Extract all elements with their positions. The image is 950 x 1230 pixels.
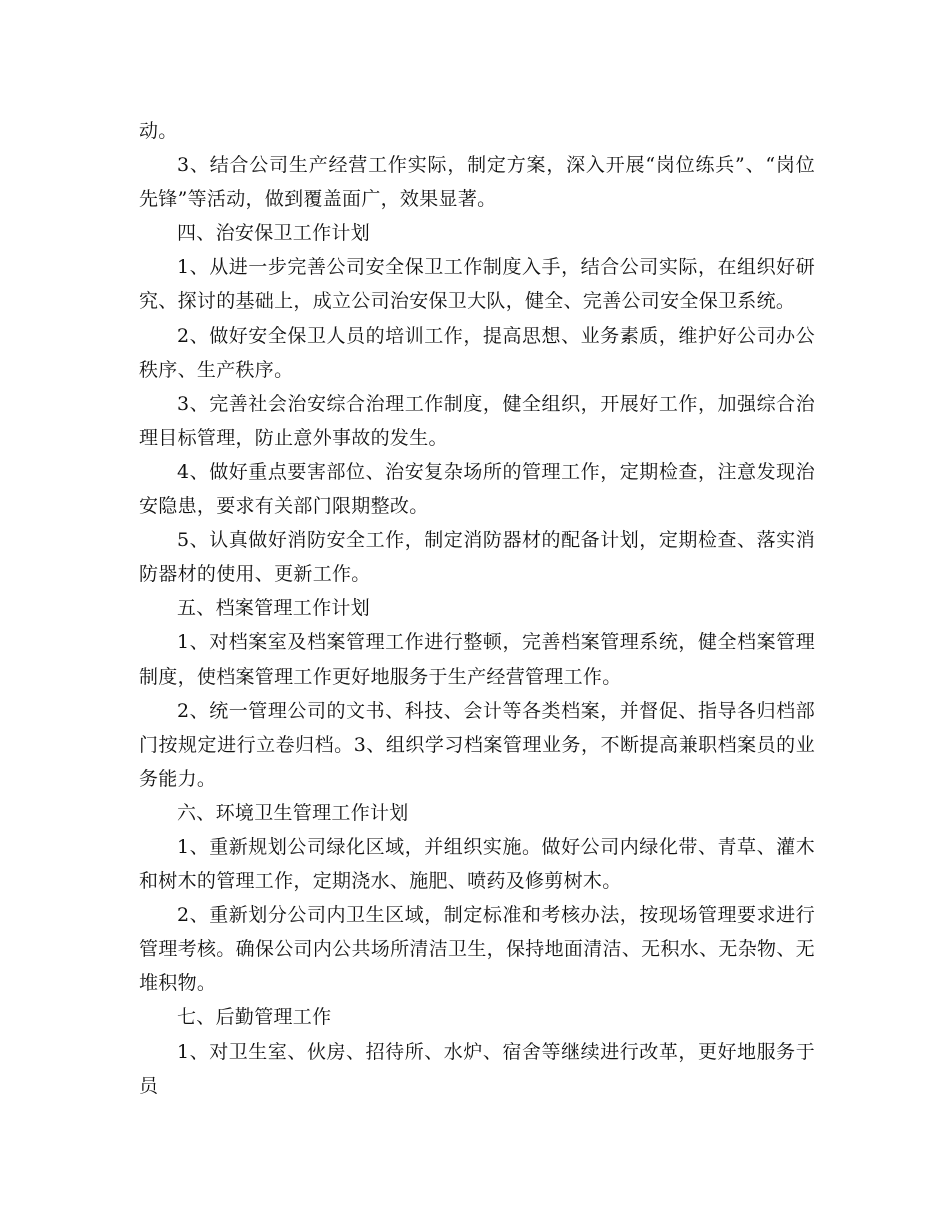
document-body — [139, 114, 815, 1103]
section-heading-security: 四、治安保卫工作计划 — [177, 222, 371, 245]
paragraph: 5、认真做好消防安全工作，制定消防器材的配备计划，定期检查、落实消防器材的使用、更新工作。 — [139, 529, 815, 586]
paragraph: 4、做好重点要害部位、治安复杂场所的管理工作，定期检查，注意发现治安隐患，要求有关部门限期整改。 — [139, 460, 815, 518]
section-heading-environment: 六、环境卫生管理工作计划 — [177, 801, 409, 824]
paragraph: 1、重新规划公司绿化区域，并组织实施。做好公司内绿化带、青草、灌木和树木的管理工作，定期浇水、施肥、喷药及修剪树木。 — [139, 835, 815, 893]
paragraph: 1、对档案室及档案管理工作进行整顿，完善档案管理系统，健全档案管理制度，使档案管理工作更好地服务于生产经营管理工作。 — [139, 631, 815, 688]
paragraph: 2、统一管理公司的文书、科技、会计等各类档案，并督促、指导各归档部门按规定进行立卷归档。3、组织学习档案管理业务，不断提高兼职档案员的业务能力。 — [139, 699, 815, 790]
paragraph: 2、做好安全保卫人员的培训工作，提高思想、业务素质，维护好公司办公秩序、生产秩序。 — [139, 324, 815, 381]
paragraph-continuation: 动。 — [139, 120, 178, 142]
section-heading-archives: 五、档案管理工作计划 — [177, 597, 371, 620]
paragraph: 1、从进一步完善公司安全保卫工作制度入手，结合公司实际，在组织好研究、探讨的基础上，成立公司治安保卫大队，健全、完善公司安全保卫系统。 — [139, 256, 815, 313]
section-heading-logistics: 七、后勤管理工作 — [177, 1006, 332, 1029]
paragraph: 3、完善社会治安综合治理工作制度，健全组织，开展好工作，加强综合治理目标管理，防止意外事故的发生。 — [139, 392, 815, 449]
paragraph: 1、对卫生室、伙房、招待所、水炉、宿舍等继续进行改革，更好地服务于员 — [139, 1040, 815, 1097]
paragraph: 3、结合公司生产经营工作实际，制定方案，深入开展“岗位练兵”、“岗位先锋”等活动，做到覆盖面广，效果显著。 — [139, 154, 815, 211]
paragraph: 2、重新划分公司内卫生区域，制定标准和考核办法，按现场管理要求进行管理考核。确保公司内公共场所清洁卫生，保持地面清洁、无积水、无杂物、无堆积物。 — [139, 904, 815, 995]
